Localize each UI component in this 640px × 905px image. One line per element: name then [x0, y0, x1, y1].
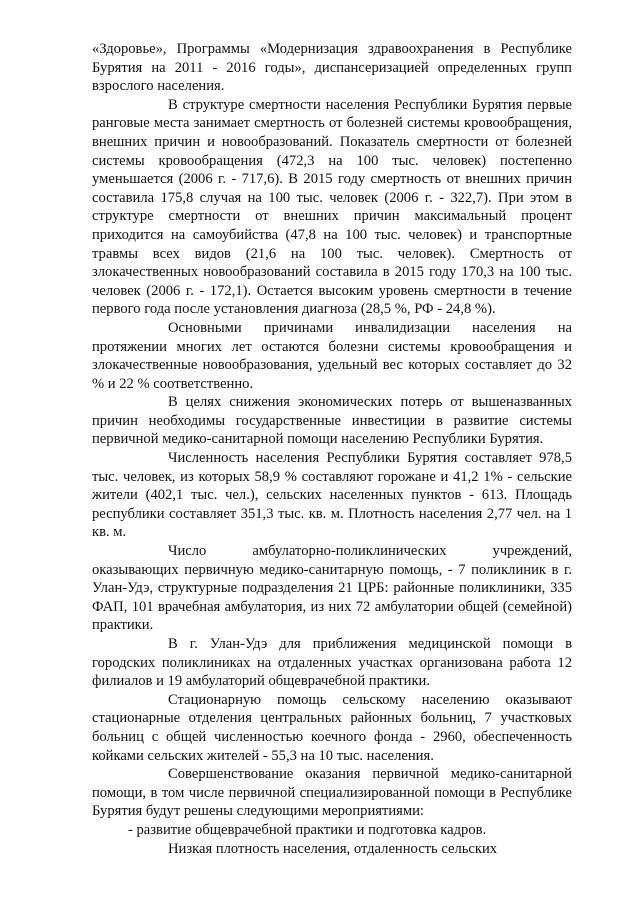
paragraph-ulan-ude-branches: В г. Улан-Удэ для приближения медицинской помощи в городских поликлиниках на отдаленных участках организована работа 12 филиалов и 19 амбулаторий общеврачебной практики. [92, 636, 572, 690]
paragraph-outpatient-institutions: Число амбулаторно-поликлинических учреждений, оказывающих первичную медико-санитарную помощь, - 7 поликлиник в г. Улан-Удэ, структурные подразделения 21 ЦРБ: районные поликлиники, 335 ФАП, 101 врачебная амбулатория, из них 72 амбулатории общей (семейной) практики. [92, 543, 572, 634]
document-page [92, 40, 572, 858]
paragraph-disability-causes: Основными причинами инвалидизации населения на протяжении многих лет остаются болезни системы кровообращения и злокачественные новообразования, удельный вес которых составляет до 32 % и 22 % соответственно. [92, 319, 572, 392]
paragraph-inpatient-care: Стационарную помощь сельскому населению оказывают стационарные отделения центральных районных больниц, 7 участковых больниц с общей численностью коечного фонда - 2960, обеспеченность койками сельских жителей - 55,3 на 10 тыс. населения. [92, 691, 572, 764]
paragraph-programs: «Здоровье», Программы «Модернизация здравоохранения в Республике Бурятия на 2011 - 2016 годы», диспансеризацией определенных групп взрослого населения. [92, 41, 572, 95]
list-item-general-practice: - развитие общеврачебной практики и подготовка кадров. [128, 821, 487, 838]
paragraph-investments: В целях снижения экономических потерь от вышеназванных причин необходимы государственные инвестиции в развитие системы первичной медико-санитарной помощи населению Республики Бурятия. [92, 394, 572, 448]
paragraph-improvement-measures: Совершенствование оказания первичной медико-санитарной помощи, в том числе первичной специализированной помощи в Республике Бурятия будут решены следующими мероприятиями: [92, 766, 572, 820]
paragraph-population: Численность населения Республики Бурятия составляет 978,5 тыс. человек, из которых 58,9 % составляют горожане и 41,2 1% - сельские жители (402,1 тыс. чел.), сельских населенных пунктов - 613. Площадь республики составляет 351,3 тыс. кв. м. Плотность населения 2,77 чел. на 1 кв. м. [92, 450, 572, 541]
paragraph-mortality-structure: В структуре смертности населения Республики Бурятия первые ранговые места занимает смертность от болезней системы кровообращения, внешних причин и новообразований. Показатель смертности от болезней системы кровообращения (472,3 на 100 тыс. человек) постепенно уменьшается (2006 г. - 717,6). В 2015 году смертность от внешних причин составила 175,8 случая на 100 тыс. человек (2006 г. - 322,7). При этом в структуре смертности от внешних причин максимальный процент приходится на самоубийства (47,8 на 100 тыс. человек) и транспортные травмы всех видов (21,6 на 100 тыс. человек). Смертность от злокачественных новообразований составила в 2015 году 170,3 на 100 тыс. человек (2006 г. - 172,1). Остается высоким уровень смертности в течение первого года после установления диагноза (28,5 %, РФ - 24,8 %). [92, 96, 572, 318]
paragraph-low-density: Низкая плотность населения, отдаленность сельских [168, 840, 498, 857]
